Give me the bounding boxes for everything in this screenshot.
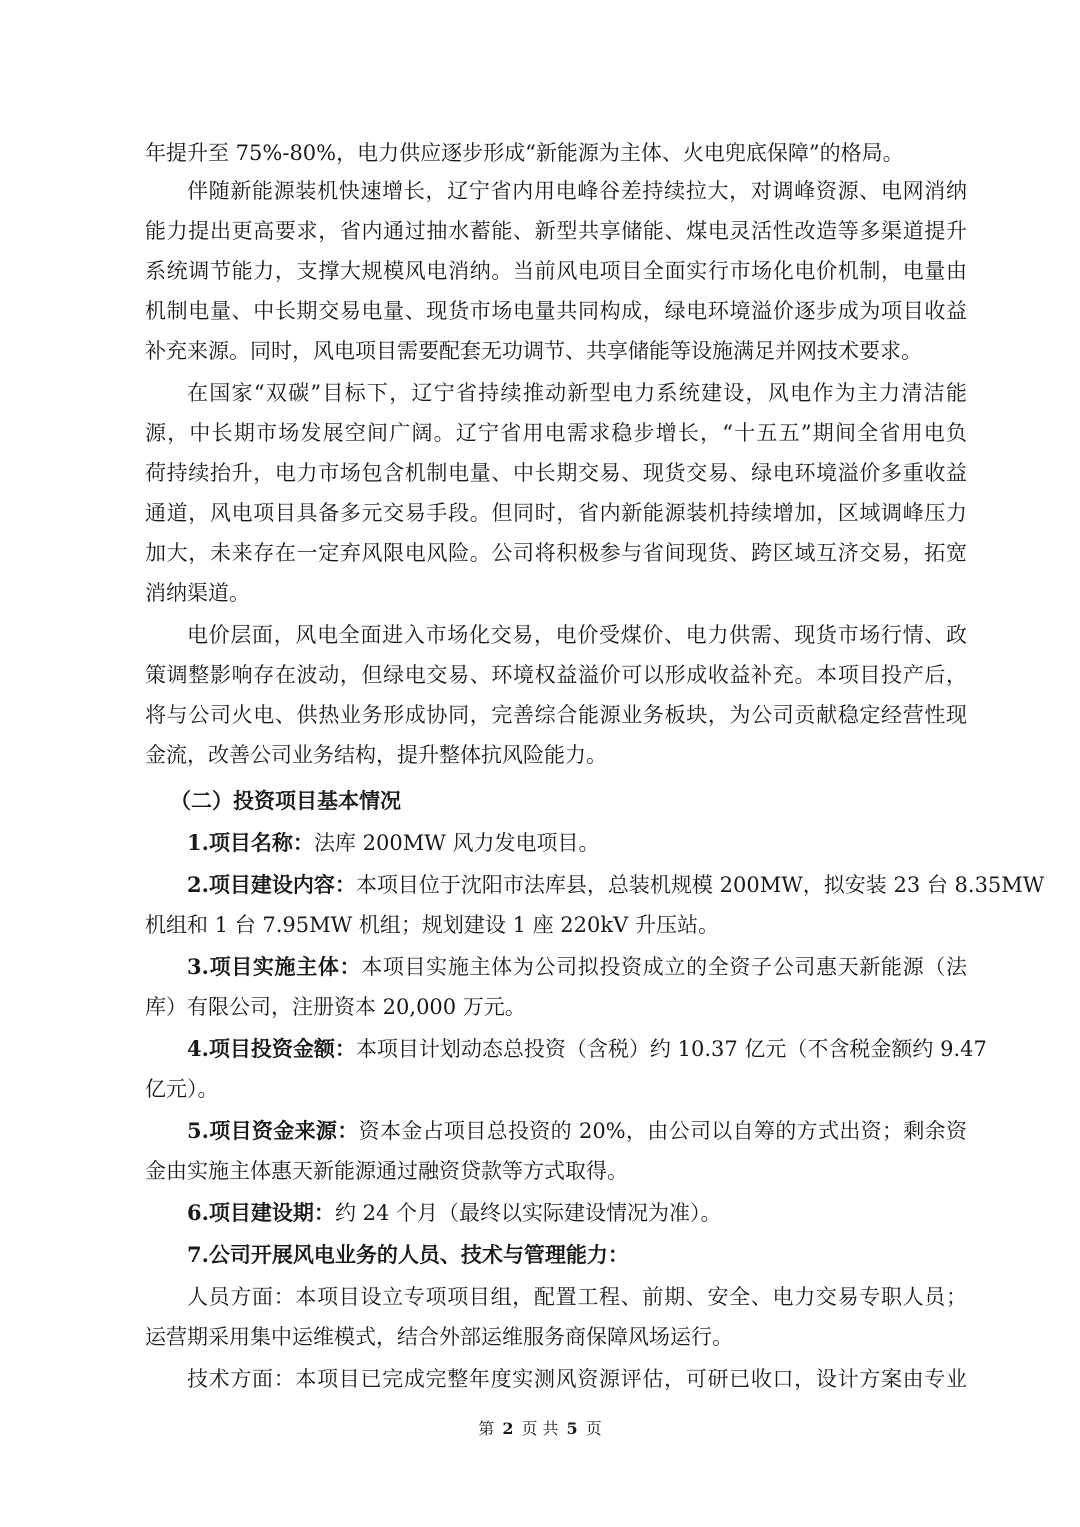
item-implementing-entity	[187, 952, 967, 982]
item-text-continuation: 亿元）。	[145, 1077, 219, 1101]
paragraph-line: 通道，风电项目具备多元交易手段。但同时，省内新能源装机持续增加，区域调峰压力	[145, 501, 967, 525]
item-text: 本项目实施主体为公司拟投资成立的全资子公司惠天新能源（法	[361, 955, 967, 979]
item-text: 本项目位于沈阳市法库县，总装机规模 200MW，拟安装 23 台 8.35MW	[355, 873, 1045, 897]
item-text-continuation: 机组和 1 台 7.95MW 机组；规划建设 1 座 220kV 升压站。	[145, 913, 719, 937]
section-heading: （二）投资项目基本情况	[170, 788, 401, 813]
item-capability-heading: 7.公司开展风电业务的人员、技术与管理能力：	[187, 1242, 629, 1267]
paragraph-line: 消纳渠道。	[145, 581, 250, 605]
technology-paragraph-line: 技术方面：本项目已完成完整年度实测风资源评估，可研已收口，设计方案由专业	[187, 1367, 967, 1391]
item-text-continuation: 库）有限公司，注册资本 20,000 万元。	[145, 995, 526, 1019]
paragraph-line: 金流，改善公司业务结构，提升整体抗风险能力。	[145, 743, 607, 767]
item-text: 资本金占项目总投资的 20%，由公司以自筹的方式出资；剩余资	[358, 1119, 967, 1143]
paragraph-line: 荷持续抬升，电力市场包含机制电量、中长期交易、现货交易、绿电环境溢价多重收益	[145, 461, 967, 485]
paragraph-line: 将与公司火电、供热业务形成协同，完善综合能源业务板块，为公司贡献稳定经营性现	[145, 703, 967, 727]
paragraph-line: 补充来源。同时，风电项目需要配套无功调节、共享储能等设施满足并网技术要求。	[145, 339, 922, 363]
item-project-name	[187, 828, 967, 858]
item-text: 本项目计划动态总投资（含税）约 10.37 亿元（不含税金额约 9.47	[355, 1037, 987, 1061]
paragraph-line: 源，中长期市场发展空间广阔。辽宁省用电需求稳步增长，“十五五”期间全省用电负	[145, 421, 967, 445]
item-text-continuation: 金由实施主体惠天新能源通过融资贷款等方式取得。	[145, 1159, 628, 1183]
item-label: 5.项目资金来源：	[187, 1118, 359, 1143]
item-investment-amount	[187, 1034, 987, 1064]
item-label: 1.项目名称：	[187, 830, 314, 855]
paragraph-line: 在国家“双碳”目标下，辽宁省持续推动新型电力系统建设，风电作为主力清洁能	[187, 381, 967, 405]
paragraph-line: 能力提出更高要求，省内通过抽水蓄能、新型共享储能、煤电灵活性改造等多渠道提升	[145, 219, 967, 243]
total-page-number: 5	[566, 1419, 578, 1438]
current-page-number: 2	[502, 1419, 514, 1438]
item-funding-source	[187, 1116, 967, 1146]
item-text: 约 24 个月（最终以实际建设情况为准）。	[334, 1201, 722, 1225]
footer-prefix: 第	[478, 1419, 495, 1438]
paragraph-line: 机制电量、中长期交易电量、现货市场电量共同构成，绿电环境溢价逐步成为项目收益	[145, 299, 967, 323]
personnel-paragraph-line: 人员方面：本项目设立专项项目组，配置工程、前期、安全、电力交易专职人员；	[187, 1285, 967, 1309]
paragraph-line: 电价层面，风电全面进入市场化交易，电价受煤价、电力供需、现货市场行情、政	[187, 623, 967, 647]
footer-suffix: 页	[585, 1419, 602, 1438]
item-text: 法库 200MW 风力发电项目。	[313, 831, 600, 855]
item-label: 2.项目建设内容：	[187, 872, 356, 897]
item-label: 3.项目实施主体：	[187, 954, 362, 979]
item-label: 4.项目投资金额：	[187, 1036, 356, 1061]
item-label: 6.项目建设期：	[187, 1200, 335, 1225]
paragraph-line: 策调整影响存在波动，但绿电交易、环境权益溢价可以形成收益补充。本项目投产后，	[145, 663, 967, 687]
item-construction-content	[187, 870, 1045, 900]
paragraph-line: 伴随新能源装机快速增长，辽宁省内用电峰谷差持续拉大，对调峰资源、电网消纳	[187, 179, 967, 203]
item-construction-period	[187, 1198, 967, 1228]
footer-middle: 页 共	[521, 1419, 559, 1438]
paragraph-line: 加大，未来存在一定弃风限电风险。公司将积极参与省间现货、跨区域互济交易，拓宽	[145, 541, 967, 565]
paragraph-line: 年提升至 75%-80%，电力供应逐步形成“新能源为主体、火电兜底保障”的格局。	[145, 141, 904, 165]
personnel-paragraph-line: 运营期采用集中运维模式，结合外部运维服务商保障风场运行。	[145, 1325, 733, 1349]
page-footer	[0, 1418, 1080, 1440]
paragraph-line: 系统调节能力，支撑大规模风电消纳。当前风电项目全面实行市场化电价机制，电量由	[145, 259, 967, 283]
